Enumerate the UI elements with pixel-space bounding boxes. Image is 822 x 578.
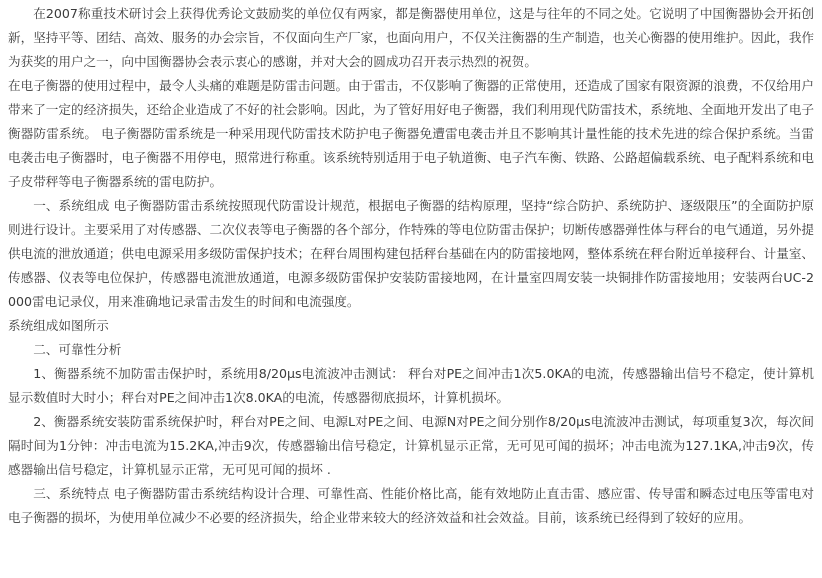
paragraph-test-without-protection: 1、衡器系统不加防雷击保护时，系统用8/20μs电流波冲击测试： 秤台对PE之间冲击1次5.0KA的电流，传感器输出信号不稳定，使计算机显示数值时大时小；秤台对PE之间冲击1次8.0KA的电流，传感器彻底损坏，计算机损坏。 <box>8 366 814 405</box>
paragraph-intro: 在2007称重技术研讨会上获得优秀论文鼓励奖的单位仅有两家，都是衡器使用单位，这是与往年的不同之处。它说明了中国衡器协会开拓创新，坚持平等、团结、高效、服务的办会宗旨，不仅面向生产厂家，也面向用户，不仅关注衡器的生产制造，也关心衡器的使用维护。因此，我作为获奖的用户之一，向中国衡器协会表示衷心的感谢，并对大会的圆成功召开表示热烈的祝贺。 <box>8 6 814 69</box>
paragraph-test-with-protection: 2、衡器系统安装防雷系统保护时，秤台对PE之间、电源L对PE之间、电源N对PE之间分别作8/20μs电流波冲击测试，每项重复3次，每次间隔时间为1分钟：冲击电流为15.2KA,冲击9次，传感器输出信号稳定，计算机显示正常，无可见可闻的损坏；冲击电流为127.1KA,冲击9次，传感器输出信号稳定，计算机显示正常，无可见可闻的损坏 . <box>8 414 814 477</box>
paragraph-figure-caption: 系统组成如图所示 <box>8 318 109 333</box>
paragraph-background: 在电子衡器的使用过程中，最令人头痛的难题是防雷击问题。由于雷击，不仅影响了衡器的正常使用，还造成了国家有限资源的浪费，不仅给用户带来了一定的经济损失，还给企业造成了不好的社会影响。因此，为了管好用好电子衡器，我们利用现代防雷技术，系统地、全面地开发出了电子衡器防雷系统。 电子衡器防雷系统是一种采用现代防雷技术防护电子衡器免遭雷电袭击并且不影响其计量性能的技术先进的综合保护系统。当雷电袭击电子衡器时，电子衡器不用停电，照常进行称重。该系统特别适用于电子轨道衡、电子汽车衡、铁路、公路超偏载系统、电子配料系统和电子皮带秤等电子衡器系统的雷电防护。 <box>8 78 814 189</box>
section-heading-reliability: 二、可靠性分析 <box>33 342 122 357</box>
paragraph-system-features: 三、系统特点 电子衡器防雷击系统结构设计合理、可靠性高、性能价格比高，能有效地防止直击雷、感应雷、传导雷和瞬态过电压等雷电对电子衡器的损坏，为使用单位减少不必要的经济损失，给企业带来较大的经济效益和社会效益。目前，该系统已经得到了较好的应用。 <box>8 486 814 525</box>
paragraph-system-composition: 一、系统组成 电子衡器防雷击系统按照现代防雷设计规范，根据电子衡器的结构原理，坚持“综合防护、系统防护、逐级限压”的全面防护原则进行设计。主要采用了对传感器、二次仪表等电子衡器的各个部分，作特殊的等电位防雷击保护；切断传感器弹性体与秤台的电气通道，另外提供电流的泄放通道；供电电源采用多级防雷保护技术；在秤台周围构建包括秤台基础在内的防雷接地网，整体系统在秤台附近单接秤台、计量室、传感器、仪表等电位保护，传感器电流泄放通道，电源多级防雷保护安装防雷接地网，在计量室四周安装一块铜排作防雷接地用；安装两台UC-2000雷电记录仪，用来准确地记录雷击发生的时间和电流强度。 <box>8 198 814 309</box>
